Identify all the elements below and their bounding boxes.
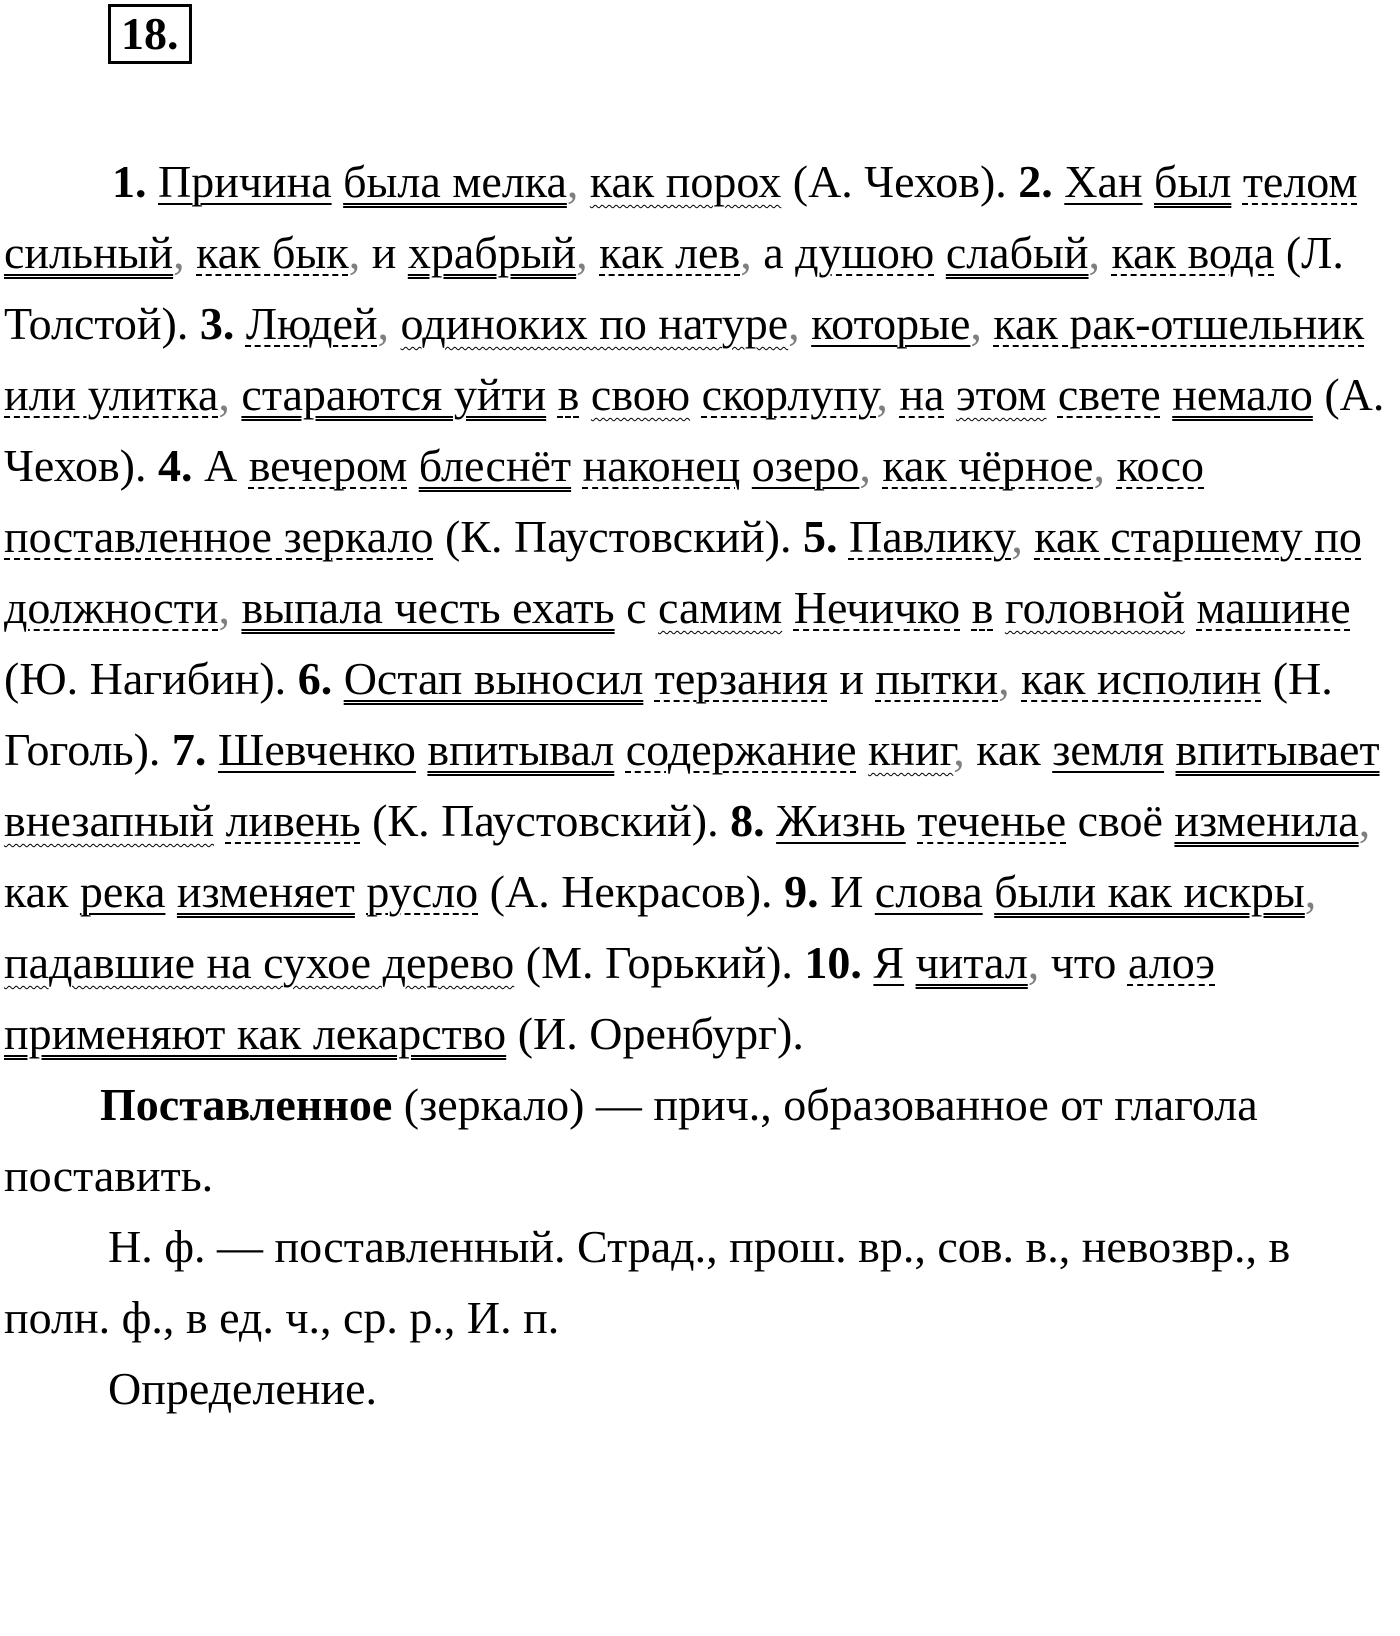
adverbial: телом (1242, 156, 1358, 207)
attribute: одиноких по натуре (400, 298, 789, 349)
adverbial: машине (1196, 582, 1351, 633)
predicate: впитывал (427, 724, 615, 775)
object: русло (366, 866, 479, 917)
attribute: этом (955, 369, 1047, 420)
analysis-paragraph (4, 1069, 1396, 1211)
predicate: изменила (1174, 795, 1359, 846)
sentence-number: 8. (730, 795, 765, 846)
sentence-number: 3. (199, 298, 235, 349)
subject: земля (1052, 724, 1165, 775)
sentence-number: 7. (171, 724, 207, 775)
sentence-number: 1. (112, 156, 147, 207)
adverbial: как бык (196, 227, 349, 278)
object: терзания (654, 653, 828, 704)
sentences-paragraph: 1. Причина была мелка, как порох (А. Чехов). 2. Хан был телом сильный, как бык, и храбрый, как лев, а душою слабый, как вода (Л. Толстой). 3. Людей, одиноких по натуре, которые, как рак-отшельник или улитка, стараются уйти в свою скорлупу, на этом свете немало (А. Чехов). 4. А вечером блеснёт наконец озеро, как чёрное, косо поставленное зеркало (К. Паустовский). 5. Павлику, как старшему по должности, выпала честь ехать с самим Нечичко в головной машине (Ю. Нагибин). 6. Остап выносил терзания и пытки, как исполин (Н. Гоголь). 7. Шевченко впитывал содержание книг, как земля впитывает внезапный ливень (К. Паустовский). 8. Жизнь теченье своё изменила, как река изменяет русло (А. Некрасов). 9. И слова были как искры, падавшие на сухое дерево (М. Горький). 10. Я читал, что алоэ применяют как лекарство (И. Оренбург). (4, 156, 1385, 1059)
adverbial: вечером (248, 440, 408, 491)
source: (И. Оренбург). (517, 1008, 804, 1059)
object: Людей (245, 298, 378, 349)
source: (Л. Толстой). (4, 227, 1344, 349)
adverbial: душою (795, 227, 935, 278)
source: (А. Некрасов). (489, 866, 773, 917)
plain-word: своё (1077, 795, 1163, 846)
source: (А. Чехов). (792, 156, 1007, 207)
attribute: книг (868, 724, 954, 775)
conjunction: как (976, 724, 1041, 775)
predicate: стараются уйти (241, 369, 547, 420)
object: Нечичко (793, 582, 961, 633)
object: содержание (625, 724, 857, 775)
object: алоэ (1127, 937, 1216, 988)
predicate: была мелка (343, 156, 567, 207)
predicate: слабый (945, 227, 1089, 278)
adverbial: косо поставленное зеркало (4, 440, 1205, 562)
subject: Шевченко (217, 724, 416, 775)
object: ливень (225, 795, 361, 846)
sentence-number: 9. (784, 866, 819, 917)
predicate: сильный (4, 227, 174, 278)
subject: Хан (1064, 156, 1143, 207)
preposition: с (626, 582, 647, 633)
source: (К. Паустовский). (444, 511, 792, 562)
conjunction: а (763, 227, 784, 278)
predicate: читал (915, 937, 1028, 988)
adverbial: как вода (1111, 227, 1275, 278)
adverbial: на (899, 369, 945, 420)
adverbial: в (557, 369, 580, 420)
attribute: падавшие на сухое дерево (4, 937, 515, 988)
adverbial: в (971, 582, 994, 633)
sentence-number: 4. (158, 440, 193, 491)
analysis-text: (зеркало) — прич., образованное от глагола поставить. (4, 1079, 1258, 1201)
sentence-number: 2. (1018, 156, 1053, 207)
syntax-role: Определение. (108, 1363, 377, 1414)
conjunction: что (1050, 937, 1117, 988)
comparative-phrase: как порох (589, 156, 782, 207)
task-number: 18. (108, 4, 192, 64)
adverbial: как лев (599, 227, 741, 278)
predicate: изменяет (176, 866, 355, 917)
adverbial: скорлупу (701, 369, 877, 420)
subject: которые (811, 298, 971, 349)
attribute: свою (590, 369, 691, 420)
adverbial: свете (1057, 369, 1161, 420)
predicate: блеснёт (418, 440, 572, 491)
adverbial: наконец (582, 440, 741, 491)
adverbial: как старшему по должности (4, 511, 1362, 633)
subject: река (79, 866, 166, 917)
object: Павлику (848, 511, 1012, 562)
sentence-number: 5. (802, 511, 838, 562)
predicate: впитывает (1175, 724, 1380, 775)
source: (А. Чехов). (4, 369, 1385, 491)
sentence-number: 6. (297, 653, 333, 704)
conjunction: И (830, 866, 864, 917)
predicate: храбрый (407, 227, 577, 278)
subject: озеро (751, 440, 860, 491)
predicate: выпала честь ехать (241, 582, 615, 633)
morphology-paragraph: Н. ф. — поставленный. Страд., прош. вр., сов. в., невозвр., в полн. ф., в ед. ч., ср. р., И. п. (4, 1221, 1291, 1343)
predicate: были как искры (994, 866, 1305, 917)
source: (Н. Гоголь). (4, 653, 1333, 775)
object: теченье (917, 795, 1067, 846)
conjunction: как (4, 866, 69, 917)
attribute: головной (1004, 582, 1185, 633)
adverbial: как чёрное (882, 440, 1094, 491)
attribute: внезапный (4, 795, 215, 846)
sentence-number: 10. (804, 937, 862, 988)
source: (М. Горький). (525, 937, 793, 988)
conjunction: и (371, 227, 397, 278)
predicate: применяют как лекарство (4, 1008, 507, 1059)
adverbial: как исполин (1021, 653, 1262, 704)
source: (К. Паустовский). (372, 795, 719, 846)
attribute: самим (658, 582, 783, 633)
subject: Я (873, 937, 905, 988)
predicate: немало (1172, 369, 1313, 420)
adverbial: как рак-отшельник или улитка (4, 298, 1365, 420)
analysis-term: Поставленное (100, 1079, 393, 1130)
exercise-text (4, 146, 1396, 1424)
subject: Жизнь (776, 795, 906, 846)
conjunction: А (204, 440, 238, 491)
subject: Причина (158, 156, 332, 207)
predicate: Остап выносил (343, 653, 644, 704)
source: (Ю. Нагибин). (4, 653, 287, 704)
subject: слова (874, 866, 983, 917)
object: пытки (875, 653, 999, 704)
conjunction: и (839, 653, 864, 704)
predicate: был (1154, 156, 1232, 207)
